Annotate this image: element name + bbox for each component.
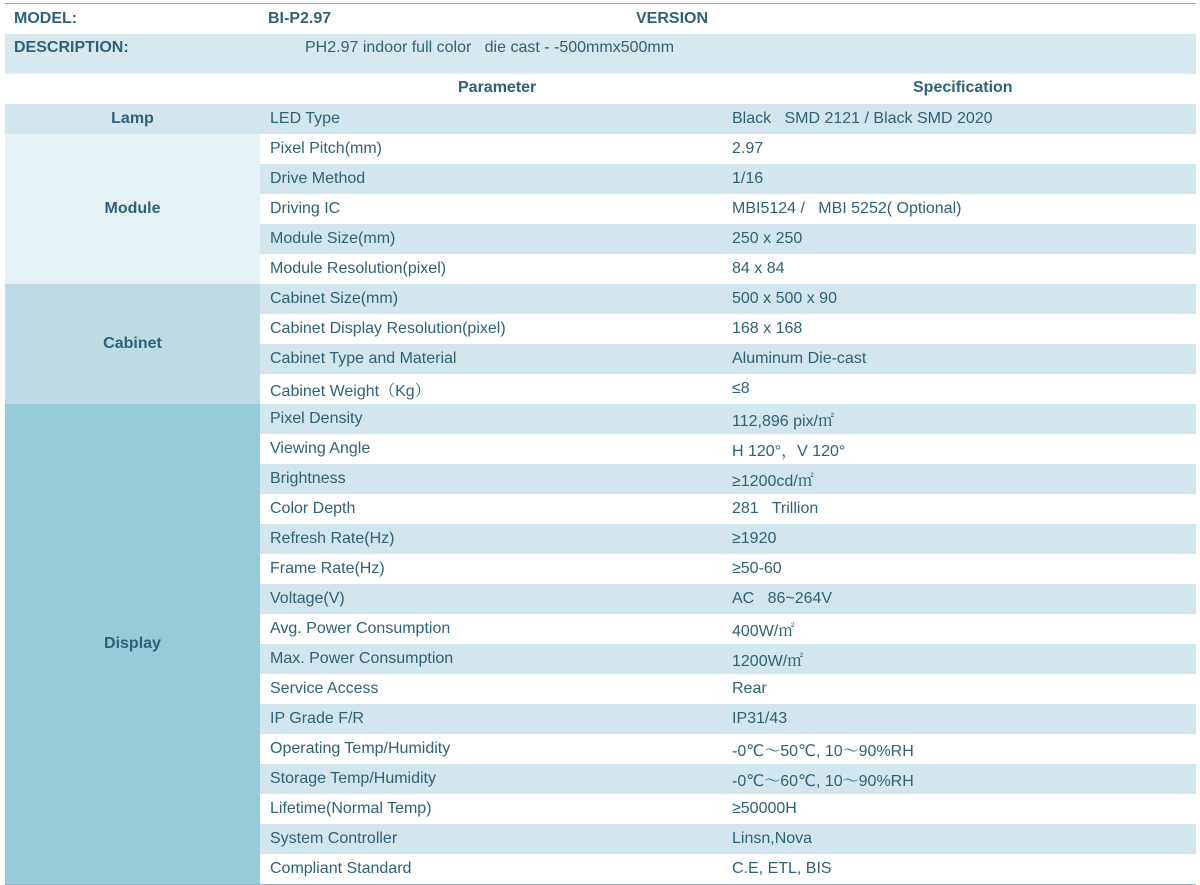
spec-table-body — [5, 104, 1196, 885]
specification-cell: 168 x 168 — [732, 314, 1196, 344]
parameter-cell: Cabinet Weight（Kg） — [260, 374, 732, 404]
parameter-header: Parameter — [458, 79, 537, 96]
specification-cell: ≤8 — [732, 374, 1196, 404]
parameter-cell: Service Access — [260, 674, 732, 704]
parameter-cell: Driving IC — [260, 194, 732, 224]
specification-cell: -0℃～60℃, 10～90%RH — [732, 764, 1196, 794]
specification-cell: H 120°，V 120° — [732, 434, 1196, 464]
specification-cell: ≥50000H — [732, 794, 1196, 824]
specification-cell: -0℃～50℃, 10～90%RH — [732, 734, 1196, 764]
group-display: Display — [5, 404, 260, 885]
parameter-cell: Pixel Density — [260, 404, 732, 434]
specification-cell: ≥1200cd/㎡ — [732, 464, 1196, 494]
parameter-cell: Frame Rate(Hz) — [260, 554, 732, 584]
specification-cell: 1/16 — [732, 164, 1196, 194]
specification-cell: Black SMD 2121 / Black SMD 2020 — [732, 104, 1196, 134]
parameter-cell: Viewing Angle — [260, 434, 732, 464]
specification-cell: MBI5124 / MBI 5252( Optional) — [732, 194, 1196, 224]
specification-cell: C.E, ETL, BIS — [732, 854, 1196, 885]
table-row — [5, 284, 1196, 314]
parameter-cell: Max. Power Consumption — [260, 644, 732, 674]
specification-cell: 500 x 500 x 90 — [732, 284, 1196, 314]
model-value: BI-P2.97 — [268, 10, 332, 27]
specification-cell: 2.97 — [732, 134, 1196, 164]
model-label: MODEL: — [14, 10, 78, 27]
description-row — [5, 34, 1196, 74]
table-row — [5, 404, 1196, 434]
specification-header: Specification — [913, 79, 1013, 96]
group-module: Module — [5, 134, 260, 284]
parameter-cell: Module Size(mm) — [260, 224, 732, 254]
spec-table — [5, 104, 1196, 885]
parameter-cell: LED Type — [260, 104, 732, 134]
specification-cell: 84 x 84 — [732, 254, 1196, 284]
specification-cell: ≥1920 — [732, 524, 1196, 554]
version-label: VERSION — [636, 10, 709, 27]
parameter-cell: Color Depth — [260, 494, 732, 524]
table-row — [5, 104, 1196, 134]
parameter-cell: Module Resolution(pixel) — [260, 254, 732, 284]
parameter-cell: Cabinet Size(mm) — [260, 284, 732, 314]
parameter-cell: Lifetime(Normal Temp) — [260, 794, 732, 824]
parameter-cell: Brightness — [260, 464, 732, 494]
group-cabinet: Cabinet — [5, 284, 260, 404]
parameter-cell: Voltage(V) — [260, 584, 732, 614]
parameter-cell: System Controller — [260, 824, 732, 854]
specification-cell: Rear — [732, 674, 1196, 704]
specification-cell: 1200W/㎡ — [732, 644, 1196, 674]
parameter-cell: IP Grade F/R — [260, 704, 732, 734]
table-header — [5, 74, 1196, 104]
parameter-cell: Operating Temp/Humidity — [260, 734, 732, 764]
parameter-cell: Cabinet Type and Material — [260, 344, 732, 374]
specification-cell: AC 86~264V — [732, 584, 1196, 614]
table-row — [5, 134, 1196, 164]
specification-cell: IP31/43 — [732, 704, 1196, 734]
specification-cell: Aluminum Die-cast — [732, 344, 1196, 374]
specification-cell: 400W/㎡ — [732, 614, 1196, 644]
parameter-cell: Compliant Standard — [260, 854, 732, 885]
specification-cell: ≥50-60 — [732, 554, 1196, 584]
specification-cell: Linsn,Nova — [732, 824, 1196, 854]
parameter-cell: Cabinet Display Resolution(pixel) — [260, 314, 732, 344]
spec-sheet — [5, 3, 1196, 885]
parameter-cell: Drive Method — [260, 164, 732, 194]
specification-cell: 281 Trillion — [732, 494, 1196, 524]
group-lamp: Lamp — [5, 104, 260, 134]
specification-cell: 112,896 pix/㎡ — [732, 404, 1196, 434]
parameter-cell: Refresh Rate(Hz) — [260, 524, 732, 554]
model-row — [5, 3, 1196, 34]
parameter-cell: Storage Temp/Humidity — [260, 764, 732, 794]
parameter-cell: Avg. Power Consumption — [260, 614, 732, 644]
specification-cell: 250 x 250 — [732, 224, 1196, 254]
parameter-cell: Pixel Pitch(mm) — [260, 134, 732, 164]
description-value: PH2.97 indoor full color die cast - -500mmx500mm — [305, 39, 675, 56]
description-label: DESCRIPTION: — [14, 39, 129, 56]
